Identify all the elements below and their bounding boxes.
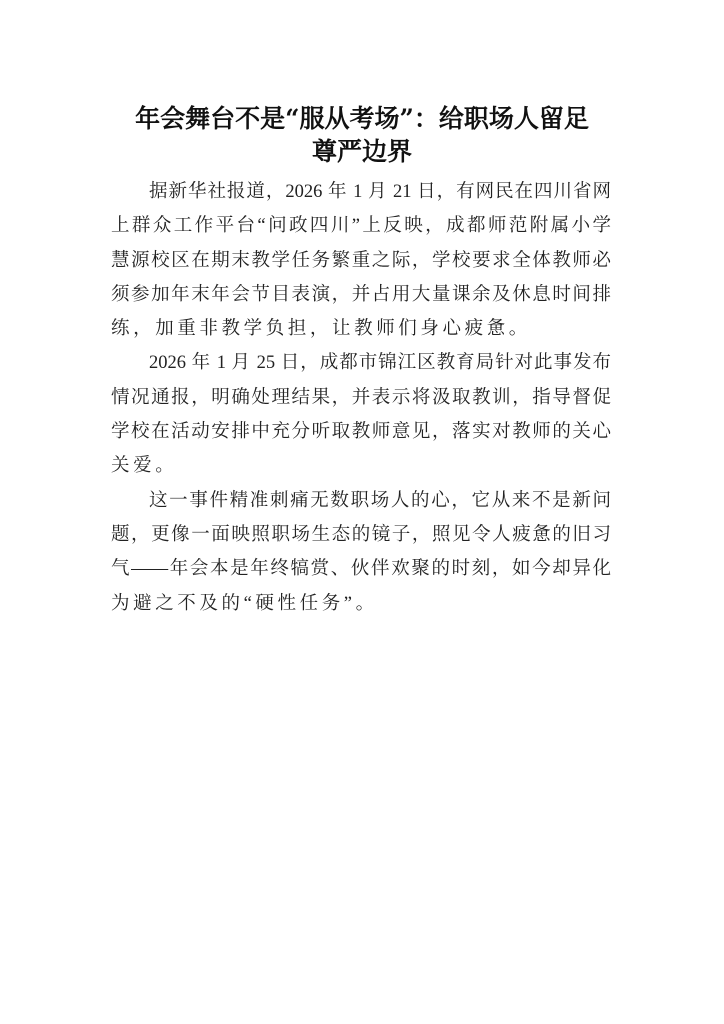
paragraph-3 <box>111 484 611 621</box>
title-line: 尊严边界 <box>311 137 412 166</box>
paragraph-1 <box>111 175 611 346</box>
title-line: 年会舞台不是“服从考场”：给职场人留足 <box>135 104 589 133</box>
text-line: 慧源校区在期末教学任务繁重之际，学校要求全体教师必 <box>111 250 611 271</box>
text-line: 为避之不及的“硬性任务”。 <box>111 593 378 614</box>
text-line: 练，加重非教学负担，让教师们身心疲惫。 <box>111 319 531 340</box>
text-line: 这一事件精准刺痛无数职场人的心，它从来不是新问 <box>149 490 611 511</box>
text-line: 须参加年末年会节目表演，并占用大量课余及休息时间排 <box>111 284 611 305</box>
document-body <box>111 175 611 621</box>
text-line: 题，更像一面映照职场生态的镜子，照见令人疲惫的旧习 <box>111 524 611 545</box>
text-line: 上群众工作平台“问政四川”上反映，成都师范附属小学 <box>111 216 611 237</box>
text-line: 气——年会本是年终犒赏、伙伴欢聚的时刻，如今却异化 <box>111 559 611 580</box>
paragraph-2 <box>111 346 611 483</box>
text-line: 情况通报，明确处理结果，并表示将汲取教训，指导督促 <box>111 387 611 408</box>
text-line: 关爱。 <box>111 456 178 477</box>
text-line: 学校在活动安排中充分听取教师意见，落实对教师的关心 <box>111 422 611 443</box>
document-title <box>100 102 624 168</box>
text-line: 2026 年 1 月 25 日，成都市锦江区教育局针对此事发布 <box>149 353 611 374</box>
text-line: 据新华社报道，2026 年 1 月 21 日，有网民在四川省网 <box>149 182 611 202</box>
